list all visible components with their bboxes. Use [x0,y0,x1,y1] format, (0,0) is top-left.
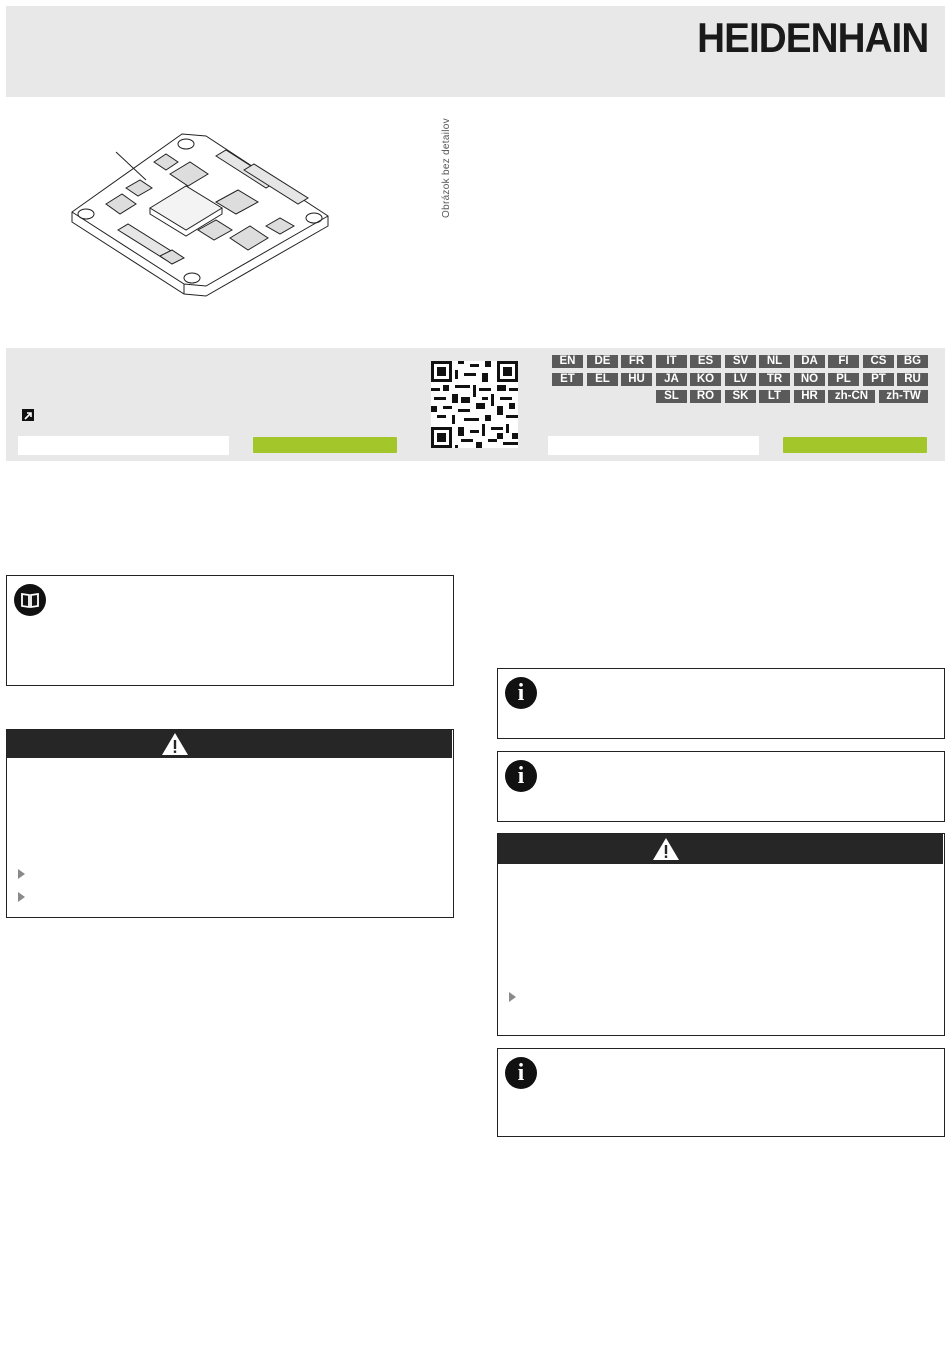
warning-header-bar [498,834,943,864]
right-input-field[interactable] [548,436,759,455]
lang-badge[interactable]: EN [552,355,583,368]
lang-badge[interactable]: JA [656,373,687,386]
lang-badge[interactable]: KO [690,373,721,386]
lang-badge[interactable]: DA [794,355,825,368]
qr-code[interactable] [431,361,518,448]
warning-icon [161,732,189,756]
lang-badge[interactable]: BG [897,355,928,368]
lang-badge[interactable]: SL [656,390,687,403]
figure-caption: Obrázok bez detailov [441,118,452,218]
warning-icon [652,837,680,861]
info-note-box-1 [497,668,945,739]
lang-badge[interactable]: LV [725,373,756,386]
lang-badge[interactable]: PT [863,373,894,386]
lang-badge[interactable]: zh-CN [828,390,875,403]
lang-badge[interactable]: zh-TW [879,390,928,403]
info-note-box-3 [497,1048,945,1137]
lang-badge[interactable]: PL [828,373,859,386]
lang-badge[interactable]: EL [587,373,618,386]
lang-badge[interactable]: SK [725,390,756,403]
warning-header-bar [7,730,452,758]
left-green-button[interactable] [253,437,397,453]
documentation-note-box [6,575,454,686]
lang-badge[interactable]: DE [587,355,618,368]
lang-badge[interactable]: IT [656,355,687,368]
lang-badge[interactable]: NL [759,355,790,368]
lang-badge[interactable]: HU [621,373,652,386]
lang-badge[interactable]: RU [897,373,928,386]
lang-badge[interactable]: CS [863,355,894,368]
info-note-box-2 [497,751,945,822]
info-icon: i [505,760,537,792]
bullet-arrow-icon [509,992,516,1002]
lang-badge[interactable]: FR [621,355,652,368]
lang-badge[interactable]: SV [725,355,756,368]
right-green-button[interactable] [783,437,927,453]
lang-badge[interactable]: TR [759,373,790,386]
lang-badge[interactable]: LT [759,390,790,403]
lang-badge[interactable]: FI [828,355,859,368]
info-icon: i [505,1057,537,1089]
warning-box-right [497,833,945,1036]
lang-badge[interactable]: HR [794,390,825,403]
left-input-field[interactable] [18,436,229,455]
warning-box-left [6,729,454,918]
bullet-arrow-icon [18,869,25,879]
heidenhain-logo: HEIDENHAIN [696,14,928,61]
info-icon: i [505,677,537,709]
lang-badge[interactable]: NO [794,373,825,386]
bullet-arrow-icon [18,892,25,902]
lang-badge[interactable]: RO [690,390,721,403]
product-figure-pcb [66,126,338,298]
external-link-icon[interactable] [22,409,34,421]
book-icon [14,584,46,616]
lang-badge[interactable]: ES [690,355,721,368]
lang-badge[interactable]: ET [552,373,583,386]
